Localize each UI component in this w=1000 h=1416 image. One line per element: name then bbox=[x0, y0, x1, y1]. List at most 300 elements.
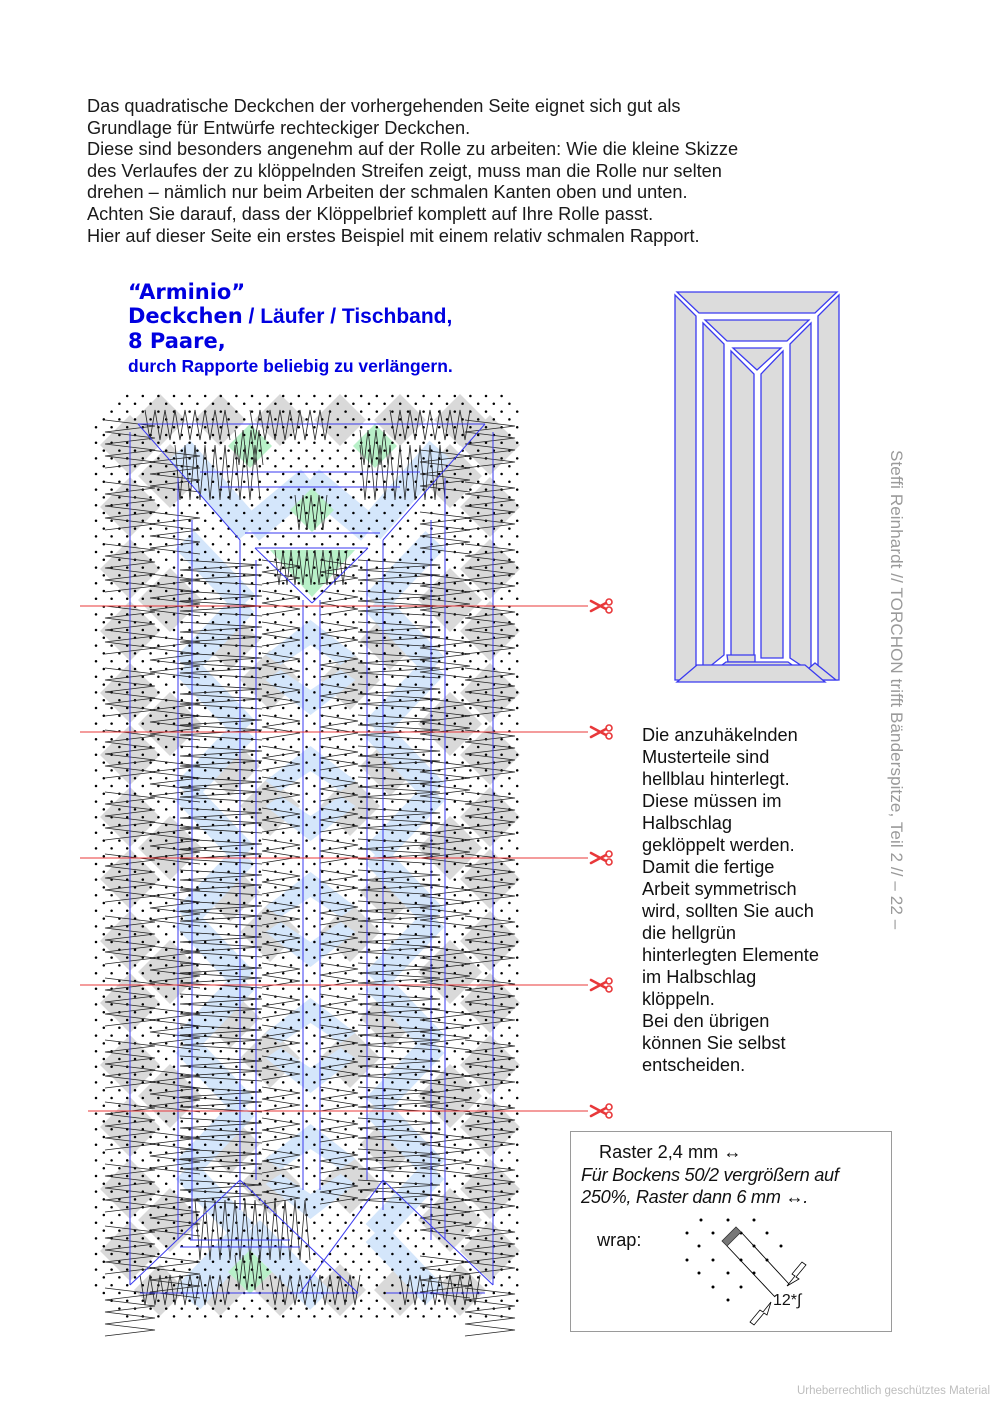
pin-dot bbox=[485, 691, 488, 694]
note-line: Damit die fertige bbox=[642, 857, 775, 877]
pin-dot bbox=[118, 1261, 121, 1264]
pin-dot bbox=[259, 855, 262, 858]
pin-dot bbox=[508, 1136, 511, 1139]
pin-dot bbox=[157, 1190, 160, 1193]
pin-dot bbox=[500, 1159, 503, 1162]
pin-dot bbox=[399, 668, 402, 671]
pin-dot bbox=[516, 1019, 519, 1022]
pin-dot bbox=[344, 473, 347, 476]
pin-dot bbox=[337, 777, 340, 780]
pin-dot bbox=[134, 527, 137, 530]
pin-dot bbox=[173, 1206, 176, 1209]
pin-dot bbox=[469, 613, 472, 616]
pin-dot bbox=[500, 910, 503, 913]
pin-dot bbox=[212, 1307, 215, 1310]
pin-dot bbox=[329, 535, 332, 538]
pin-dot bbox=[126, 1050, 129, 1053]
pin-dot bbox=[126, 722, 129, 725]
pin-dot bbox=[298, 535, 301, 538]
pin-dot bbox=[344, 707, 347, 710]
pin-dot bbox=[305, 668, 308, 671]
grey-zone bbox=[134, 1264, 186, 1316]
pin-dot bbox=[118, 1089, 121, 1092]
pin-dot bbox=[485, 894, 488, 897]
pin-dot bbox=[149, 1198, 152, 1201]
pin-dot bbox=[407, 535, 410, 538]
pin-dot bbox=[516, 1066, 519, 1069]
pin-dot bbox=[259, 449, 262, 452]
pin-dot bbox=[259, 949, 262, 952]
pin-dot bbox=[305, 1151, 308, 1154]
strip-flow-sketch bbox=[675, 292, 839, 682]
pin-dot bbox=[212, 527, 215, 530]
pin-dot bbox=[173, 925, 176, 928]
pin-dot bbox=[181, 496, 184, 499]
pin-dot bbox=[298, 754, 301, 757]
pin-dot bbox=[508, 1198, 511, 1201]
pin-dot bbox=[454, 832, 457, 835]
pin-dot bbox=[407, 972, 410, 975]
pin-dot bbox=[227, 1167, 230, 1170]
pin-dot bbox=[235, 551, 238, 554]
pin-dot bbox=[251, 1315, 254, 1318]
pin-dot bbox=[329, 988, 332, 991]
pin-dot bbox=[469, 426, 472, 429]
pin-dot bbox=[243, 1136, 246, 1139]
pin-dot bbox=[344, 800, 347, 803]
pin-dot bbox=[329, 598, 332, 601]
pin-dot bbox=[220, 832, 223, 835]
pin-dot bbox=[313, 941, 316, 944]
pin-dot bbox=[118, 871, 121, 874]
pin-dot bbox=[407, 863, 410, 866]
pin-dot bbox=[516, 410, 519, 413]
pin-dot bbox=[415, 559, 418, 562]
intro-line: Hier auf dieser Seite ein erstes Beispiel mit einem relativ schmalen Rapport. bbox=[87, 225, 700, 246]
pin-dot bbox=[415, 465, 418, 468]
pin-dot bbox=[212, 574, 215, 577]
pin-dot bbox=[469, 1128, 472, 1131]
pin-dot bbox=[329, 1284, 332, 1287]
pin-dot bbox=[282, 972, 285, 975]
pin-dot bbox=[313, 442, 316, 445]
pin-dot bbox=[235, 1050, 238, 1053]
pin-dot bbox=[508, 917, 511, 920]
pin-dot bbox=[235, 1034, 238, 1037]
pin-dot bbox=[438, 816, 441, 819]
pin-dot bbox=[446, 855, 449, 858]
pin-dot bbox=[134, 1011, 137, 1014]
pin-dot bbox=[134, 1027, 137, 1030]
pin-dot bbox=[500, 722, 503, 725]
pin-dot bbox=[485, 504, 488, 507]
pin-dot bbox=[173, 988, 176, 991]
pin-dot bbox=[477, 1120, 480, 1123]
pin-dot bbox=[516, 1097, 519, 1100]
pin-dot bbox=[204, 1237, 207, 1240]
pin-dot bbox=[399, 621, 402, 624]
pin-dot bbox=[360, 1300, 363, 1303]
pin-dot bbox=[329, 691, 332, 694]
pin-dot bbox=[376, 1268, 379, 1271]
pin-dot bbox=[360, 1144, 363, 1147]
pin-dot bbox=[508, 668, 511, 671]
pin-dot bbox=[110, 1066, 113, 1069]
pin-dot bbox=[110, 1284, 113, 1287]
pin-dot bbox=[103, 964, 106, 967]
pin-dot bbox=[259, 808, 262, 811]
pin-dot bbox=[469, 972, 472, 975]
pin-dot bbox=[142, 972, 145, 975]
pin-dot bbox=[329, 660, 332, 663]
pin-dot bbox=[360, 1019, 363, 1022]
pin-dot bbox=[235, 878, 238, 881]
pin-dot bbox=[368, 933, 371, 936]
note-line: Die anzuhäkelnden bbox=[642, 725, 798, 745]
pin-dot bbox=[376, 1300, 379, 1303]
pin-dot bbox=[118, 574, 121, 577]
pin-dot bbox=[282, 988, 285, 991]
pin-dot bbox=[485, 847, 488, 850]
pin-dot bbox=[103, 1011, 106, 1014]
pin-dot bbox=[500, 1050, 503, 1053]
scissors-handle bbox=[606, 978, 612, 984]
pin-dot bbox=[337, 512, 340, 515]
pin-dot bbox=[446, 652, 449, 655]
pin-dot bbox=[282, 1112, 285, 1115]
pin-dot bbox=[173, 1190, 176, 1193]
pin-dot bbox=[383, 793, 386, 796]
pin-dot bbox=[298, 1268, 301, 1271]
pin-dot bbox=[352, 964, 355, 967]
pin-dot bbox=[469, 1081, 472, 1084]
pin-dot bbox=[469, 1003, 472, 1006]
pin-dot bbox=[352, 590, 355, 593]
pin-dot bbox=[321, 949, 324, 952]
pin-dot bbox=[298, 1034, 301, 1037]
pin-dot bbox=[173, 738, 176, 741]
pin-dot bbox=[204, 395, 207, 398]
pin-dot bbox=[204, 1019, 207, 1022]
pin-dot bbox=[407, 847, 410, 850]
pin-dot bbox=[259, 917, 262, 920]
pin-dot bbox=[173, 754, 176, 757]
pin-dot bbox=[157, 395, 160, 398]
pin-dot bbox=[415, 652, 418, 655]
note-line: wird, sollten Sie auch bbox=[642, 901, 814, 921]
pin-dot bbox=[134, 652, 137, 655]
pin-dot bbox=[415, 1214, 418, 1217]
pin-dot bbox=[461, 886, 464, 889]
pin-dot bbox=[344, 1066, 347, 1069]
pin-dot bbox=[305, 715, 308, 718]
pin-dot bbox=[368, 496, 371, 499]
pin-dot bbox=[181, 418, 184, 421]
pin-dot bbox=[165, 434, 168, 437]
pin-dot bbox=[454, 941, 457, 944]
pin-dot bbox=[305, 1261, 308, 1264]
wrap-pin-dot bbox=[712, 1286, 715, 1289]
pin-dot bbox=[110, 1128, 113, 1131]
pin-dot bbox=[204, 910, 207, 913]
pin-dot bbox=[266, 691, 269, 694]
pin-dot bbox=[508, 839, 511, 842]
pin-dot bbox=[407, 1268, 410, 1271]
pin-dot bbox=[110, 1097, 113, 1100]
pin-dot bbox=[95, 722, 98, 725]
pin-dot bbox=[173, 426, 176, 429]
pin-dot bbox=[446, 574, 449, 577]
pin-dot bbox=[446, 995, 449, 998]
pin-dot bbox=[368, 1214, 371, 1217]
pin-dot bbox=[157, 910, 160, 913]
pin-dot bbox=[508, 1261, 511, 1264]
pin-dot bbox=[173, 941, 176, 944]
pin-dot bbox=[446, 1136, 449, 1139]
pin-dot bbox=[149, 652, 152, 655]
pin-dot bbox=[149, 886, 152, 889]
pin-dot bbox=[165, 886, 168, 889]
stitch-zigzag bbox=[320, 839, 358, 863]
pin-dot bbox=[454, 707, 457, 710]
pin-dot bbox=[407, 925, 410, 928]
stitch-zigzag bbox=[320, 591, 358, 615]
pin-dot bbox=[95, 1222, 98, 1225]
pin-dot bbox=[235, 520, 238, 523]
pin-dot bbox=[243, 403, 246, 406]
pin-dot bbox=[95, 847, 98, 850]
pin-dot bbox=[415, 449, 418, 452]
pin-dot bbox=[290, 808, 293, 811]
pin-dot bbox=[391, 988, 394, 991]
wrap-line bbox=[727, 1246, 775, 1297]
pin-dot bbox=[430, 481, 433, 484]
pin-dot bbox=[516, 722, 519, 725]
wrap-pin-dot bbox=[686, 1259, 689, 1262]
pin-dot bbox=[188, 1253, 191, 1256]
pin-dot bbox=[95, 1097, 98, 1100]
pin-dot bbox=[204, 1144, 207, 1147]
pin-dot bbox=[220, 395, 223, 398]
note-line: im Halbschlag bbox=[642, 967, 757, 987]
pin-dot bbox=[142, 1159, 145, 1162]
pin-dot bbox=[220, 410, 223, 413]
pin-dot bbox=[259, 886, 262, 889]
pin-dot bbox=[118, 418, 121, 421]
pin-dot bbox=[407, 832, 410, 835]
pin-dot bbox=[110, 520, 113, 523]
pin-dot bbox=[165, 652, 168, 655]
pin-dot bbox=[321, 449, 324, 452]
pin-dot bbox=[157, 566, 160, 569]
wrap-pin-dot bbox=[753, 1219, 756, 1222]
pin-dot bbox=[305, 1120, 308, 1123]
pin-dot bbox=[360, 504, 363, 507]
pin-dot bbox=[422, 442, 425, 445]
pin-dot bbox=[290, 527, 293, 530]
pin-dot bbox=[516, 535, 519, 538]
pin-dot bbox=[204, 941, 207, 944]
pin-dot bbox=[134, 590, 137, 593]
pin-dot bbox=[134, 1198, 137, 1201]
pin-dot bbox=[516, 847, 519, 850]
pin-dot bbox=[110, 956, 113, 959]
pin-dot bbox=[352, 1307, 355, 1310]
pin-dot bbox=[243, 871, 246, 874]
pin-dot bbox=[157, 504, 160, 507]
pin-dot bbox=[407, 1190, 410, 1193]
pin-dot bbox=[485, 410, 488, 413]
pin-dot bbox=[422, 1159, 425, 1162]
pin-dot bbox=[422, 816, 425, 819]
pin-dot bbox=[235, 988, 238, 991]
pin-dot bbox=[188, 1237, 191, 1240]
pin-dot bbox=[477, 637, 480, 640]
pin-dot bbox=[103, 1198, 106, 1201]
pin-dot bbox=[290, 465, 293, 468]
pin-dot bbox=[165, 1136, 168, 1139]
pin-dot bbox=[259, 964, 262, 967]
pin-dot bbox=[337, 1198, 340, 1201]
pin-dot bbox=[181, 793, 184, 796]
pin-dot bbox=[251, 1300, 254, 1303]
pin-dot bbox=[103, 824, 106, 827]
pin-dot bbox=[337, 1307, 340, 1310]
pin-dot bbox=[142, 863, 145, 866]
pin-dot bbox=[298, 660, 301, 663]
pin-dot bbox=[173, 1003, 176, 1006]
pin-dot bbox=[446, 1120, 449, 1123]
pin-dot bbox=[204, 644, 207, 647]
pin-dot bbox=[103, 933, 106, 936]
pin-dot bbox=[454, 1128, 457, 1131]
pin-dot bbox=[126, 1268, 129, 1271]
pin-dot bbox=[103, 1136, 106, 1139]
pin-dot bbox=[313, 1159, 316, 1162]
pin-dot bbox=[110, 410, 113, 413]
pin-dot bbox=[352, 527, 355, 530]
pin-dot bbox=[173, 832, 176, 835]
pin-dot bbox=[134, 839, 137, 842]
pin-dot bbox=[188, 598, 191, 601]
pin-dot bbox=[454, 1050, 457, 1053]
pin-dot bbox=[313, 754, 316, 757]
pin-dot bbox=[220, 1206, 223, 1209]
pin-dot bbox=[266, 442, 269, 445]
pin-dot bbox=[95, 1112, 98, 1115]
pin-dot bbox=[126, 847, 129, 850]
pin-dot bbox=[305, 902, 308, 905]
pin-dot bbox=[103, 1027, 106, 1030]
pin-dot bbox=[157, 1112, 160, 1115]
pin-dot bbox=[251, 754, 254, 757]
pin-dot bbox=[235, 395, 238, 398]
pin-dot bbox=[142, 660, 145, 663]
pin-dot bbox=[508, 1214, 511, 1217]
pin-dot bbox=[516, 754, 519, 757]
pin-dot bbox=[407, 1003, 410, 1006]
pin-dot bbox=[103, 761, 106, 764]
pin-dot bbox=[95, 473, 98, 476]
pin-dot bbox=[454, 1081, 457, 1084]
pin-dot bbox=[157, 691, 160, 694]
pin-dot bbox=[391, 1315, 394, 1318]
pin-dot bbox=[360, 691, 363, 694]
pin-dot bbox=[438, 1066, 441, 1069]
pin-dot bbox=[220, 1144, 223, 1147]
pin-dot bbox=[298, 1206, 301, 1209]
pin-dot bbox=[259, 1136, 262, 1139]
pin-dot bbox=[103, 574, 106, 577]
pin-dot bbox=[259, 839, 262, 842]
half-stitch-zone bbox=[266, 1124, 356, 1169]
pin-dot bbox=[149, 418, 152, 421]
pin-dot bbox=[391, 1019, 394, 1022]
pin-dot bbox=[212, 652, 215, 655]
pin-dot bbox=[282, 410, 285, 413]
pin-dot bbox=[344, 925, 347, 928]
pin-dot bbox=[196, 1120, 199, 1123]
pin-dot bbox=[422, 1315, 425, 1318]
pin-dot bbox=[368, 1229, 371, 1232]
pin-dot bbox=[516, 520, 519, 523]
pin-dot bbox=[103, 715, 106, 718]
pin-dot bbox=[110, 1190, 113, 1193]
pin-dot bbox=[188, 832, 191, 835]
pin-dot bbox=[352, 1245, 355, 1248]
pin-dot bbox=[391, 410, 394, 413]
scissors-icon bbox=[591, 599, 612, 613]
pin-dot bbox=[305, 1167, 308, 1170]
pin-dot bbox=[469, 488, 472, 491]
pin-dot bbox=[165, 933, 168, 936]
pin-dot bbox=[422, 1112, 425, 1115]
pin-dot bbox=[469, 1066, 472, 1069]
pin-dot bbox=[313, 473, 316, 476]
pin-dot bbox=[118, 715, 121, 718]
pin-dot bbox=[227, 1214, 230, 1217]
pin-dot bbox=[157, 629, 160, 632]
pin-dot bbox=[165, 871, 168, 874]
pin-dot bbox=[235, 691, 238, 694]
pin-dot bbox=[95, 629, 98, 632]
pin-dot bbox=[329, 1222, 332, 1225]
pin-dot bbox=[461, 1151, 464, 1154]
sketch-strip bbox=[731, 351, 754, 658]
pin-dot bbox=[321, 871, 324, 874]
pin-dot bbox=[95, 676, 98, 679]
stitch-zigzag bbox=[105, 1288, 155, 1336]
pin-dot bbox=[126, 473, 129, 476]
pin-dot bbox=[165, 1261, 168, 1264]
pin-dot bbox=[516, 1034, 519, 1037]
pin-dot bbox=[360, 520, 363, 523]
pin-dot bbox=[188, 629, 191, 632]
pin-dot bbox=[313, 1097, 316, 1100]
pin-dot bbox=[500, 863, 503, 866]
pin-dot bbox=[157, 442, 160, 445]
pin-dot bbox=[298, 504, 301, 507]
pin-dot bbox=[360, 863, 363, 866]
pin-dot bbox=[321, 403, 324, 406]
pin-dot bbox=[391, 1144, 394, 1147]
pin-dot bbox=[313, 1237, 316, 1240]
pin-dot bbox=[110, 535, 113, 538]
pin-dot bbox=[469, 722, 472, 725]
pin-dot bbox=[493, 1292, 496, 1295]
pin-dot bbox=[430, 1261, 433, 1264]
pin-dot bbox=[321, 933, 324, 936]
